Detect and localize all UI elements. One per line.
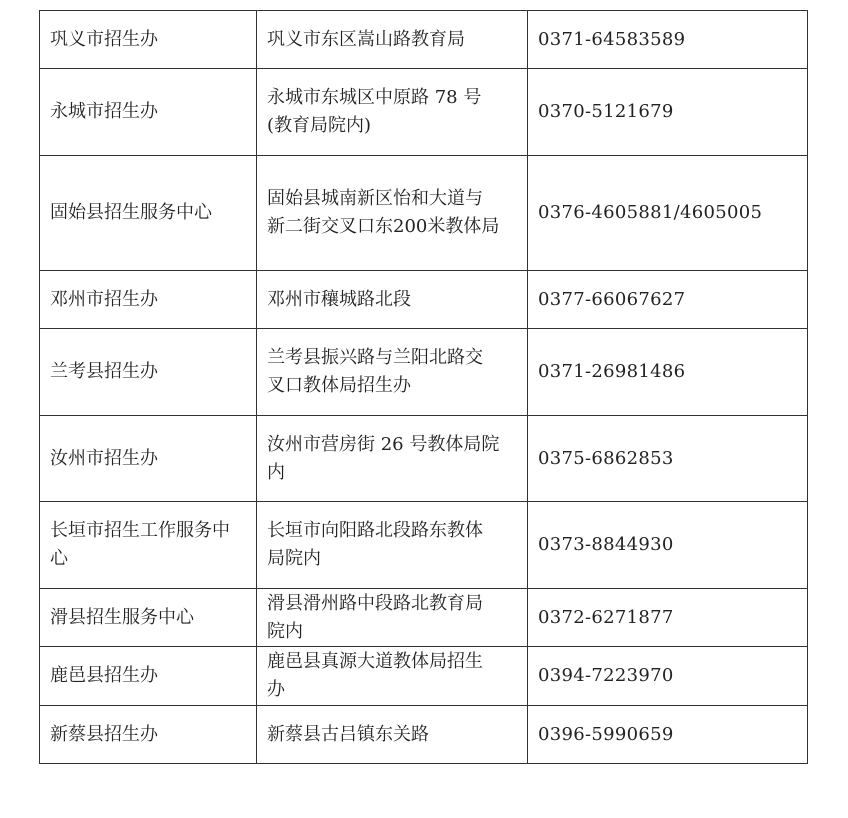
office-name-cell: 永城市招生办 bbox=[40, 69, 257, 156]
address-line: 固始县城南新区怡和大道与 bbox=[267, 188, 483, 209]
address-line: 巩义市东区嵩山路教育局 bbox=[267, 28, 465, 50]
office-address-cell bbox=[257, 589, 528, 647]
office-address-cell bbox=[257, 329, 528, 416]
address-line: 汝州市营房街 26 号教体局院 bbox=[267, 433, 500, 455]
address-line: 永城市东城区中原路 78 号 bbox=[267, 87, 482, 108]
table-row bbox=[40, 69, 808, 156]
table-row bbox=[40, 156, 808, 271]
office-phone-cell: 0373-8844930 bbox=[528, 502, 808, 589]
address-line: 鹿邑县真源大道教体局招生 bbox=[267, 651, 483, 672]
office-name-cell: 滑县招生服务中心 bbox=[40, 589, 257, 647]
office-phone-cell: 0371-64583589 bbox=[528, 11, 808, 69]
table-row bbox=[40, 11, 808, 69]
address-line: 邓州市穰城路北段 bbox=[267, 288, 411, 310]
address-line: 院内 bbox=[267, 620, 303, 642]
table-row bbox=[40, 706, 808, 764]
office-address-cell bbox=[257, 502, 528, 589]
table-row bbox=[40, 416, 808, 502]
admissions-office-table bbox=[39, 10, 808, 764]
office-phone-cell: 0396-5990659 bbox=[528, 706, 808, 764]
table-row bbox=[40, 589, 808, 647]
office-address-cell bbox=[257, 647, 528, 706]
office-name-cell: 新蔡县招生办 bbox=[40, 706, 257, 764]
office-phone-cell: 0376-4605881/4605005 bbox=[528, 156, 808, 271]
office-name-cell: 邓州市招生办 bbox=[40, 271, 257, 329]
address-line: 长垣市向阳路北段路东教体 bbox=[267, 520, 483, 541]
office-phone-cell: 0371-26981486 bbox=[528, 329, 808, 416]
office-name-cell: 兰考县招生办 bbox=[40, 329, 257, 416]
office-address-cell bbox=[257, 11, 528, 69]
office-name-cell: 固始县招生服务中心 bbox=[40, 156, 257, 271]
address-line: 办 bbox=[267, 679, 285, 700]
office-address-cell bbox=[257, 416, 528, 502]
table-row bbox=[40, 271, 808, 329]
office-name-cell: 汝州市招生办 bbox=[40, 416, 257, 502]
table-row bbox=[40, 329, 808, 416]
office-name-cell: 长垣市招生工作服务中心 bbox=[40, 502, 257, 589]
office-phone-cell: 0372-6271877 bbox=[528, 589, 808, 647]
office-phone-cell: 0375-6862853 bbox=[528, 416, 808, 502]
address-line: 滑县滑州路中段路北教育局 bbox=[267, 592, 483, 614]
address-line: 兰考县振兴路与兰阳北路交 bbox=[267, 347, 483, 368]
office-address-cell bbox=[257, 271, 528, 329]
address-line: 叉口教体局招生办 bbox=[267, 375, 411, 396]
office-phone-cell: 0377-66067627 bbox=[528, 271, 808, 329]
office-address-cell bbox=[257, 706, 528, 764]
address-line: 新二街交叉口东200米教体局 bbox=[267, 216, 500, 237]
office-phone-cell: 0394-7223970 bbox=[528, 647, 808, 706]
office-phone-cell: 0370-5121679 bbox=[528, 69, 808, 156]
address-line: 新蔡县古吕镇东关路 bbox=[267, 723, 429, 745]
office-address-cell bbox=[257, 156, 528, 271]
address-line: 内 bbox=[267, 461, 285, 483]
table-row bbox=[40, 647, 808, 706]
address-line: 局院内 bbox=[267, 548, 321, 569]
office-name-cell: 巩义市招生办 bbox=[40, 11, 257, 69]
address-line: (教育局院内) bbox=[267, 115, 372, 136]
table-row bbox=[40, 502, 808, 589]
office-address-cell bbox=[257, 69, 528, 156]
office-name-cell: 鹿邑县招生办 bbox=[40, 647, 257, 706]
